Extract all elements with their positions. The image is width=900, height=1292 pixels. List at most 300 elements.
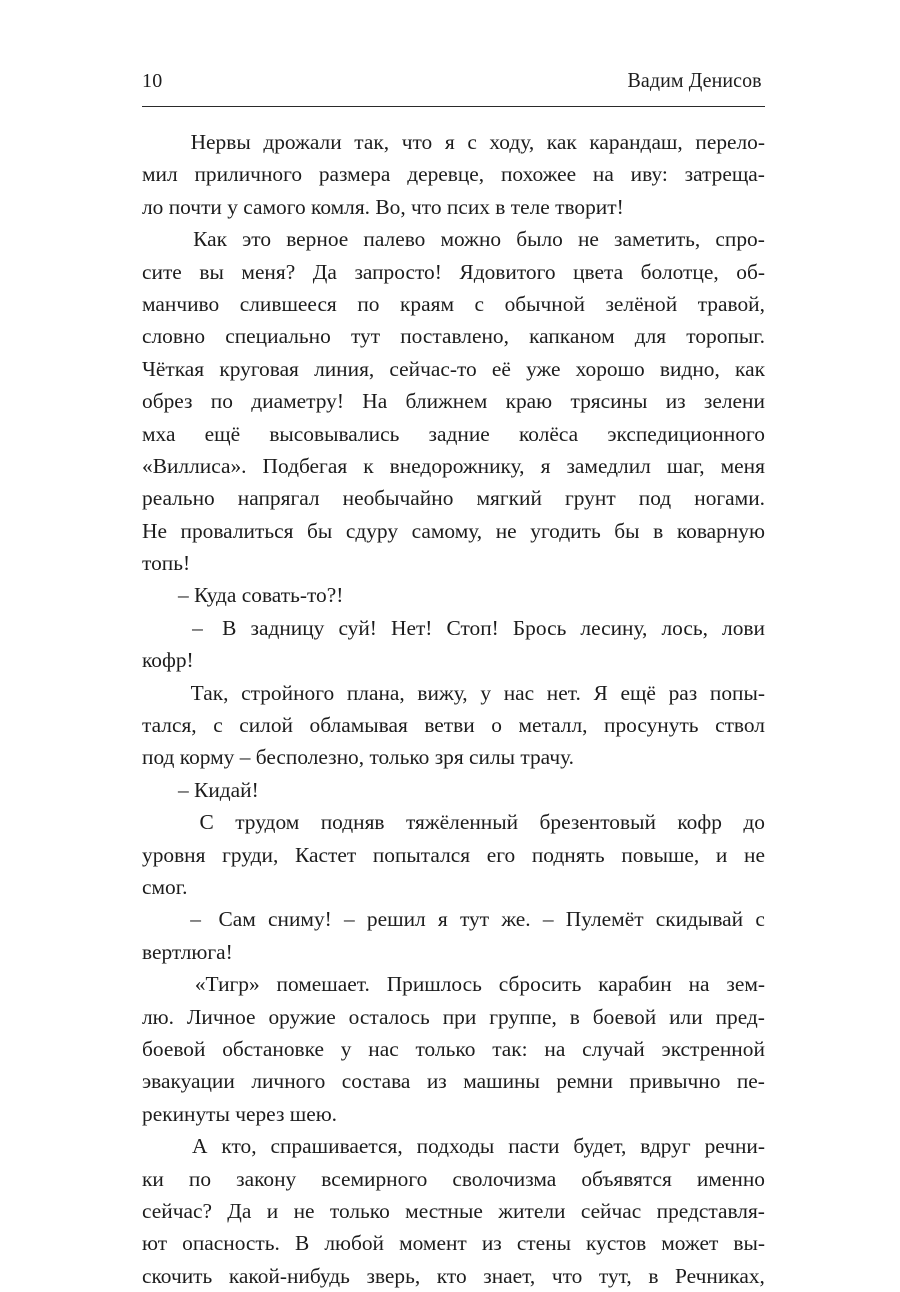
word: Кидай!: [194, 777, 259, 802]
word: будет,: [573, 1134, 627, 1159]
word: зверь,: [366, 1263, 421, 1288]
word: бы: [614, 518, 640, 543]
word: о: [491, 713, 502, 738]
word: ют: [142, 1231, 168, 1256]
word: С: [199, 810, 214, 835]
dialogue-paragraph: [142, 579, 765, 611]
word: ремни: [556, 1069, 613, 1094]
word: деревце,: [407, 162, 485, 187]
word: лось,: [661, 615, 708, 640]
text-line: [142, 223, 765, 255]
first-line-indent: [142, 806, 178, 838]
word: кофр!: [142, 648, 194, 673]
word: суй!: [338, 615, 377, 640]
word: обламывая: [309, 713, 408, 738]
word: не: [495, 518, 517, 543]
word: задницу: [250, 615, 325, 640]
word: лови: [722, 615, 765, 640]
word: сдуру: [345, 518, 399, 543]
word: Пришлось: [386, 972, 482, 997]
word: грунт: [564, 486, 616, 511]
word: опасность.: [182, 1231, 280, 1256]
first-line-indent: [142, 1130, 178, 1162]
word: ки: [142, 1166, 164, 1191]
word: жители: [498, 1198, 566, 1223]
word: уровня: [142, 842, 206, 867]
word: ещё: [204, 421, 241, 446]
word: сейчас?: [142, 1198, 212, 1223]
word: шаг,: [666, 453, 705, 478]
word: плана,: [346, 680, 405, 705]
word: Куда совать-то?!: [194, 583, 344, 608]
word: и: [715, 842, 728, 867]
word: в: [653, 518, 664, 543]
text-line: [142, 385, 765, 417]
word: Стоп!: [446, 615, 499, 640]
word: знает,: [483, 1263, 536, 1288]
word: ходу,: [489, 130, 535, 154]
word: Да: [227, 1198, 252, 1223]
word: пасти: [508, 1134, 560, 1159]
word: словно: [142, 324, 206, 349]
word: эвакуации: [142, 1069, 235, 1094]
paragraph: [142, 968, 765, 1130]
word: попы-: [709, 680, 765, 705]
word: Брось: [512, 615, 567, 640]
word: меня?: [241, 259, 296, 284]
word: кустов: [586, 1231, 647, 1256]
text-line: [142, 579, 765, 611]
text-line: [142, 191, 765, 223]
word: его: [486, 842, 516, 867]
word: раз: [668, 680, 698, 705]
word: кто: [436, 1263, 467, 1288]
word: тут: [350, 324, 381, 349]
word: мил: [142, 162, 178, 187]
text-line: [142, 353, 765, 385]
word: Пулемёт: [565, 907, 644, 932]
word: сволочизма: [452, 1166, 557, 1191]
word: как: [546, 130, 577, 154]
word: не: [293, 1198, 315, 1223]
text-line: [142, 774, 765, 806]
word: как: [735, 356, 765, 381]
word: случай: [582, 1036, 645, 1061]
word: видно,: [659, 356, 720, 381]
word: вертлюга!: [142, 939, 233, 964]
word: закону: [236, 1166, 297, 1191]
text-line: [142, 741, 765, 773]
word: на: [592, 162, 614, 187]
word: В: [294, 1231, 310, 1256]
text-line: [142, 903, 765, 935]
text-line: [142, 871, 765, 903]
text-line: [142, 644, 765, 676]
first-line-indent: [142, 903, 178, 935]
dialogue-dash: –: [178, 583, 195, 608]
word: подняв: [320, 810, 385, 835]
word: только: [329, 1198, 390, 1223]
word: похожее: [500, 162, 577, 187]
word: боевой: [592, 1004, 657, 1029]
word: из: [665, 389, 686, 414]
word: Кастет: [295, 842, 357, 867]
word: обстановке: [222, 1036, 324, 1061]
word: объявятся: [581, 1166, 672, 1191]
word: вы-: [733, 1231, 765, 1256]
word: травой,: [697, 291, 765, 316]
word: силой: [239, 713, 293, 738]
word: сейчас: [580, 1198, 642, 1223]
word: верное: [286, 227, 349, 252]
word: может: [661, 1231, 719, 1256]
word: состава: [341, 1069, 411, 1094]
word: пред-: [715, 1004, 765, 1029]
word: пе-: [736, 1069, 765, 1094]
word: высовывались: [269, 421, 400, 446]
dialogue-paragraph: [142, 774, 765, 806]
first-line-indent: [142, 579, 178, 611]
word: или: [669, 1004, 703, 1029]
word: ло почти у самого комля. Во, что псих в теле творит!: [142, 194, 624, 219]
word: –: [542, 907, 554, 932]
running-header: [142, 70, 765, 91]
first-line-indent: [142, 968, 178, 1000]
word: запросто!: [354, 259, 442, 284]
paragraph: [142, 806, 765, 903]
word: трудом: [235, 810, 300, 835]
text-line: [142, 547, 765, 579]
word: подходы: [416, 1134, 495, 1159]
word: На: [362, 389, 388, 414]
word: болотце,: [640, 259, 719, 284]
word: до: [743, 810, 765, 835]
word: с: [213, 713, 223, 738]
word: мягкий: [476, 486, 542, 511]
word: я: [540, 453, 551, 478]
word: диаметру!: [251, 389, 344, 414]
word: стены: [516, 1231, 571, 1256]
word: Как: [193, 227, 227, 252]
dialogue-dash: –: [178, 777, 195, 802]
word: карандаш,: [589, 130, 683, 154]
text-line: [142, 1130, 765, 1162]
word: в: [648, 1263, 659, 1288]
text-line: [142, 288, 765, 320]
word: Ядовитого: [459, 259, 556, 284]
word: сниму!: [268, 907, 332, 932]
word: капканом: [529, 324, 615, 349]
word: ещё: [620, 680, 656, 705]
word: группе,: [489, 1004, 557, 1029]
word: к: [363, 453, 374, 478]
word: Не: [142, 518, 167, 543]
word: слившееся: [239, 291, 337, 316]
text-line: [142, 515, 765, 547]
word: Я: [593, 680, 608, 705]
text-line: [142, 968, 765, 1000]
word: помешает.: [276, 972, 370, 997]
word: скидывай: [655, 907, 744, 932]
word: реально: [142, 486, 215, 511]
word: ногами.: [694, 486, 765, 511]
word: поднять: [531, 842, 605, 867]
word: было: [516, 227, 563, 252]
word: повыше,: [621, 842, 700, 867]
word: иву:: [630, 162, 668, 187]
body-text: [142, 126, 765, 1292]
word: тут: [459, 907, 490, 932]
dialogue-paragraph: [142, 612, 765, 677]
text-line: [142, 1163, 765, 1195]
first-line-indent: [142, 612, 178, 644]
word: размера: [318, 162, 391, 187]
word: задние: [428, 421, 490, 446]
word: лю.: [142, 1004, 175, 1029]
word: напрягал: [237, 486, 320, 511]
text-line: [142, 450, 765, 482]
word: В: [222, 615, 237, 640]
word: для: [634, 324, 667, 349]
word: местные: [405, 1198, 483, 1223]
word: трясины: [570, 389, 648, 414]
word: экспедиционного: [607, 421, 765, 446]
text-line: [142, 158, 765, 190]
text-line: [142, 839, 765, 871]
word: ветви: [424, 713, 475, 738]
word: специально: [225, 324, 331, 349]
word: тался,: [142, 713, 197, 738]
paragraph: [142, 677, 765, 774]
word: палево: [363, 227, 426, 252]
paragraph: [142, 223, 765, 579]
word: попытался: [372, 842, 471, 867]
word: спро-: [715, 227, 765, 252]
word: «Виллиса».: [142, 453, 247, 478]
word: какой-нибудь: [228, 1263, 350, 1288]
word: из: [481, 1231, 502, 1256]
word: хорошо: [575, 356, 645, 381]
text-line: [142, 1033, 765, 1065]
word: нас: [368, 1036, 399, 1061]
text-line: [142, 1001, 765, 1033]
word: что: [551, 1263, 583, 1288]
text-line: [142, 418, 765, 450]
word: уже: [526, 356, 561, 381]
word: представля-: [656, 1198, 765, 1223]
text-line: [142, 1260, 765, 1292]
word: необычайно: [342, 486, 454, 511]
word: и: [266, 1198, 279, 1223]
word: угодить: [530, 518, 601, 543]
word: Нервы: [190, 130, 251, 154]
word: дрожали: [263, 130, 342, 154]
word: краю: [505, 389, 553, 414]
word: по: [357, 291, 380, 316]
word: внедорожнику,: [389, 453, 525, 478]
word: на: [688, 972, 710, 997]
word: вижу,: [417, 680, 468, 705]
text-line: [142, 482, 765, 514]
word: брезентовый: [539, 810, 656, 835]
word: «Тигр»: [194, 972, 260, 997]
text-line: [142, 936, 765, 968]
word: скочить: [142, 1263, 213, 1288]
paragraph: [142, 126, 765, 223]
word: зелени: [703, 389, 765, 414]
word: экстренной: [661, 1036, 765, 1061]
word: нас: [503, 680, 535, 705]
word: круговая: [219, 356, 299, 381]
word: сейчас-то: [389, 356, 477, 381]
first-line-indent: [142, 223, 178, 255]
word: мха: [142, 421, 176, 446]
text-line: [142, 806, 765, 838]
word: топь!: [142, 551, 191, 576]
word: ближнем: [405, 389, 488, 414]
word: меня: [720, 453, 765, 478]
first-line-indent: [142, 126, 178, 158]
text-line: [142, 677, 765, 709]
word: об-: [736, 259, 765, 284]
word: привычно: [629, 1069, 721, 1094]
word: Чёткая: [142, 356, 205, 381]
word: речни-: [704, 1134, 765, 1159]
word: поставлено,: [400, 324, 509, 349]
text-line: [142, 612, 765, 644]
word: не: [744, 842, 765, 867]
word: зем-: [726, 972, 765, 997]
word: под: [638, 486, 672, 511]
word: только: [415, 1036, 476, 1061]
word: не: [577, 227, 599, 252]
text-line: [142, 1227, 765, 1259]
word: с: [474, 291, 485, 316]
word: вдруг: [640, 1134, 691, 1159]
word: цвета: [573, 259, 624, 284]
word: торопыг.: [686, 324, 765, 349]
word: смог.: [142, 874, 188, 899]
word: линия,: [314, 356, 375, 381]
word: кто,: [221, 1134, 257, 1159]
word: краям: [400, 291, 454, 316]
word: по: [210, 389, 233, 414]
word: провалиться: [180, 518, 294, 543]
word: Сам: [218, 907, 256, 932]
word: оружие: [268, 1004, 336, 1029]
word: я: [444, 130, 455, 154]
word: решил: [366, 907, 426, 932]
text-line: [142, 256, 765, 288]
word: лесину,: [580, 615, 648, 640]
word: это: [242, 227, 272, 252]
word: обычной: [504, 291, 585, 316]
word: осталось: [348, 1004, 430, 1029]
word: Личное: [186, 1004, 256, 1029]
word: под корму – бесполезно, только зря силы трачу.: [142, 745, 574, 770]
word: я: [437, 907, 448, 932]
paragraph: [142, 1130, 765, 1292]
word: кофр: [677, 810, 722, 835]
word: с: [755, 907, 765, 932]
text-line: [142, 1065, 765, 1097]
word: бы: [307, 518, 333, 543]
word: перело-: [695, 130, 765, 154]
word: на: [544, 1036, 566, 1061]
text-line: [142, 1098, 765, 1130]
word: замедлил: [566, 453, 651, 478]
word: колёса: [518, 421, 579, 446]
word: у: [340, 1036, 352, 1061]
word: ствол: [715, 713, 765, 738]
word: по: [188, 1166, 212, 1191]
word: в: [569, 1004, 580, 1029]
word: тут,: [598, 1263, 632, 1288]
word: стройного: [241, 680, 335, 705]
word: А: [191, 1134, 208, 1159]
word: Да: [312, 259, 337, 284]
word: её: [491, 356, 511, 381]
word: сбросить: [498, 972, 582, 997]
word: машины: [463, 1069, 540, 1094]
word: обрез: [142, 389, 193, 414]
word: груди,: [222, 842, 279, 867]
word: сите: [142, 259, 182, 284]
word: нет.: [546, 680, 581, 705]
word: у: [480, 680, 492, 705]
word: Речниках,: [675, 1263, 765, 1288]
text-line: [142, 126, 765, 158]
word: с: [467, 130, 477, 154]
word: момент: [399, 1231, 467, 1256]
word: Нет!: [391, 615, 433, 640]
word: коварную: [676, 518, 765, 543]
word: металл,: [518, 713, 588, 738]
word: вы: [199, 259, 224, 284]
text-line: [142, 709, 765, 741]
first-line-indent: [142, 677, 178, 709]
running-title-author: Вадим Денисов: [627, 68, 762, 92]
word: Так,: [190, 680, 229, 705]
text-line: [142, 1195, 765, 1227]
word: Подбегая: [262, 453, 348, 478]
word: любой: [324, 1231, 385, 1256]
word: манчиво: [142, 291, 220, 316]
dialogue-dash: –: [192, 615, 209, 640]
dialogue-paragraph: [142, 903, 765, 968]
word: что: [401, 130, 433, 154]
word: можно: [440, 227, 502, 252]
word: же.: [501, 907, 531, 932]
word: боевой: [142, 1036, 206, 1061]
page-number: 10: [142, 70, 163, 92]
word: просунуть: [604, 713, 699, 738]
word: затреща-: [684, 162, 765, 187]
first-line-indent: [142, 774, 178, 806]
word: заметить,: [614, 227, 701, 252]
word: приличного: [194, 162, 303, 187]
word: карабин: [598, 972, 672, 997]
dialogue-dash: –: [190, 907, 207, 932]
word: –: [343, 907, 355, 932]
word: спрашивается,: [270, 1134, 403, 1159]
word: так:: [492, 1036, 528, 1061]
text-line: [142, 320, 765, 352]
word: рекинуты через шею.: [142, 1101, 338, 1126]
word: самому,: [411, 518, 483, 543]
word: из: [426, 1069, 447, 1094]
word: тяжёленный: [405, 810, 519, 835]
